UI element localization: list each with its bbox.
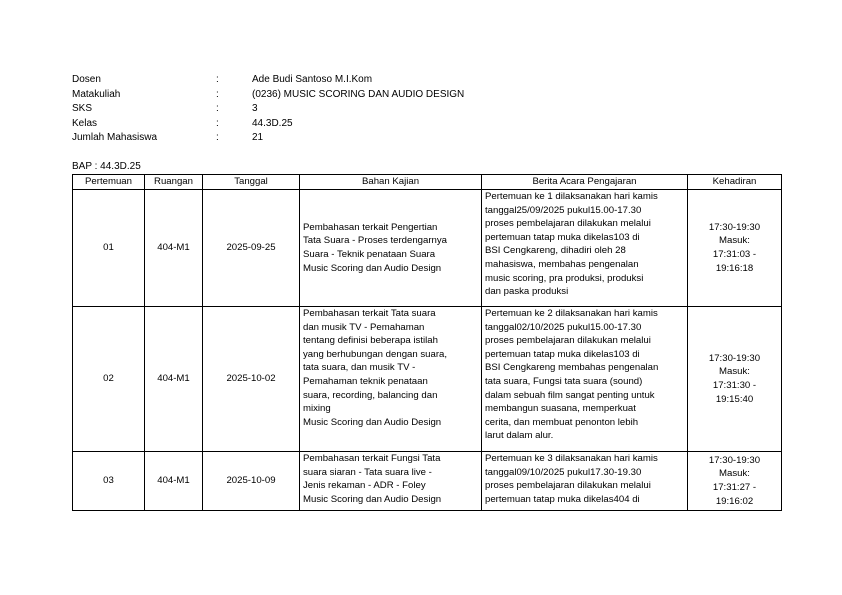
cell-tanggal: 2025-10-02 xyxy=(203,307,300,452)
table-row xyxy=(73,307,782,452)
cell-bahan-kajian xyxy=(300,452,482,511)
info-value: 3 xyxy=(252,103,258,115)
cell-kehadiran xyxy=(688,190,782,307)
cell-pertemuan: 01 xyxy=(73,190,145,307)
cell-berita-acara xyxy=(482,190,688,307)
bahan-kajian-text: Pembahasan terkait Tata suara dan musik TV - Pemahaman tentang definisi beberapa istilah yang berhubungan dengan suara, tata suara, dan musik TV - Pemahaman teknik penataan suara, recording, balancing dan mixing Music Scoring dan Audio Design xyxy=(303,308,448,428)
cell-bahan-kajian xyxy=(300,190,482,307)
cell-bahan-kajian xyxy=(300,307,482,452)
cell-tanggal: 2025-09-25 xyxy=(203,190,300,307)
info-value: Ade Budi Santoso M.I.Kom xyxy=(252,74,373,85)
cell-ruangan: 404-M1 xyxy=(145,452,203,511)
table-row xyxy=(73,452,782,511)
cell-kehadiran xyxy=(688,307,782,452)
info-row-jumlah-mahasiswa xyxy=(72,131,464,146)
info-colon: : xyxy=(216,117,219,129)
info-colon: : xyxy=(216,103,219,115)
info-value: 44.3D.25 xyxy=(252,117,293,129)
berita-acara-text: Pertemuan ke 3 dilaksanakan hari kamis tanggal09/10/2025 pukul17.30-19.30 proses pembelajaran dilakukan melalui pertemuan tatap muka dikelas404 di xyxy=(485,453,658,505)
kehadiran-text: 17:30-19:30 Masuk: 17:31:30 - 19:15:40 xyxy=(708,352,761,405)
info-row-matakuliah xyxy=(72,88,464,103)
info-label: Kelas xyxy=(72,117,98,129)
cell-tanggal: 2025-10-09 xyxy=(203,452,300,511)
header-pertemuan: Pertemuan xyxy=(73,175,145,190)
info-row-sks xyxy=(72,102,464,117)
bahan-kajian-text: Pembahasan terkait Pengertian Tata Suara - Proses terdengarnya Suara - Teknik penataan Suara Music Scoring dan Audio Design xyxy=(303,221,447,274)
cell-kehadiran xyxy=(688,452,782,511)
info-value: (0236) MUSIC SCORING DAN AUDIO DESIGN xyxy=(252,88,465,100)
header-bahan-kajian: Bahan Kajian xyxy=(300,175,482,190)
header-tanggal: Tanggal xyxy=(203,175,300,190)
info-value: 21 xyxy=(252,132,264,144)
course-info xyxy=(72,73,464,146)
info-row-dosen xyxy=(72,73,464,88)
info-colon: : xyxy=(216,132,219,144)
berita-acara-text: Pertemuan ke 2 dilaksanakan hari kamis tanggal02/10/2025 pukul15.00-17.30 proses pembelajaran dilakukan melalui pertemuan tatap muka dikelas103 di BSI Cengkareng membahas pengenalan tata suara, Fungsi tata suara (sound) dalam sebuah film sangat penting untuk membangun suasana, memperkuat cerita, dan membuat penonton lebih larut dalam alur. xyxy=(485,308,659,442)
cell-pertemuan: 02 xyxy=(73,307,145,452)
info-label: SKS xyxy=(72,103,93,115)
header-kehadiran: Kehadiran xyxy=(688,175,782,190)
header-ruangan: Ruangan xyxy=(145,175,203,190)
cell-berita-acara xyxy=(482,452,688,511)
table-header-row xyxy=(73,175,782,190)
berita-acara-text: Pertemuan ke 1 dilaksanakan hari kamis tanggal25/09/2025 pukul15.00-17.30 proses pembelajaran dilakukan melalui pertemuan tatap muka dikelas103 di BSI Cengkareng, dihadiri oleh 28 mahasiswa, membahas pengenalan music scoring, pra produksi, produksi dan paska produksi xyxy=(485,191,658,298)
kehadiran-text: 17:30-19:30 Masuk: 17:31:03 - 19:16:18 xyxy=(708,221,761,274)
info-row-kelas xyxy=(72,117,464,132)
info-colon: : xyxy=(216,74,219,85)
kehadiran-text: 17:30-19:30 Masuk: 17:31:27 - 19:16:02 xyxy=(708,454,761,507)
info-label: Matakuliah xyxy=(72,88,121,100)
cell-ruangan: 404-M1 xyxy=(145,307,203,452)
cell-ruangan: 404-M1 xyxy=(145,190,203,307)
info-label: Dosen xyxy=(72,74,101,85)
table-row xyxy=(73,190,782,307)
info-colon: : xyxy=(216,88,219,100)
bap-table xyxy=(72,174,782,511)
header-berita-acara: Berita Acara Pengajaran xyxy=(482,175,688,190)
info-label: Jumlah Mahasiswa xyxy=(72,132,158,144)
bahan-kajian-text: Pembahasan terkait Fungsi Tata suara siaran - Tata suara live - Jenis rekaman - ADR - Foley Music Scoring dan Audio Design xyxy=(303,453,442,505)
cell-pertemuan: 03 xyxy=(73,452,145,511)
bap-title: BAP : 44.3D.25 xyxy=(72,161,141,172)
cell-berita-acara xyxy=(482,307,688,452)
